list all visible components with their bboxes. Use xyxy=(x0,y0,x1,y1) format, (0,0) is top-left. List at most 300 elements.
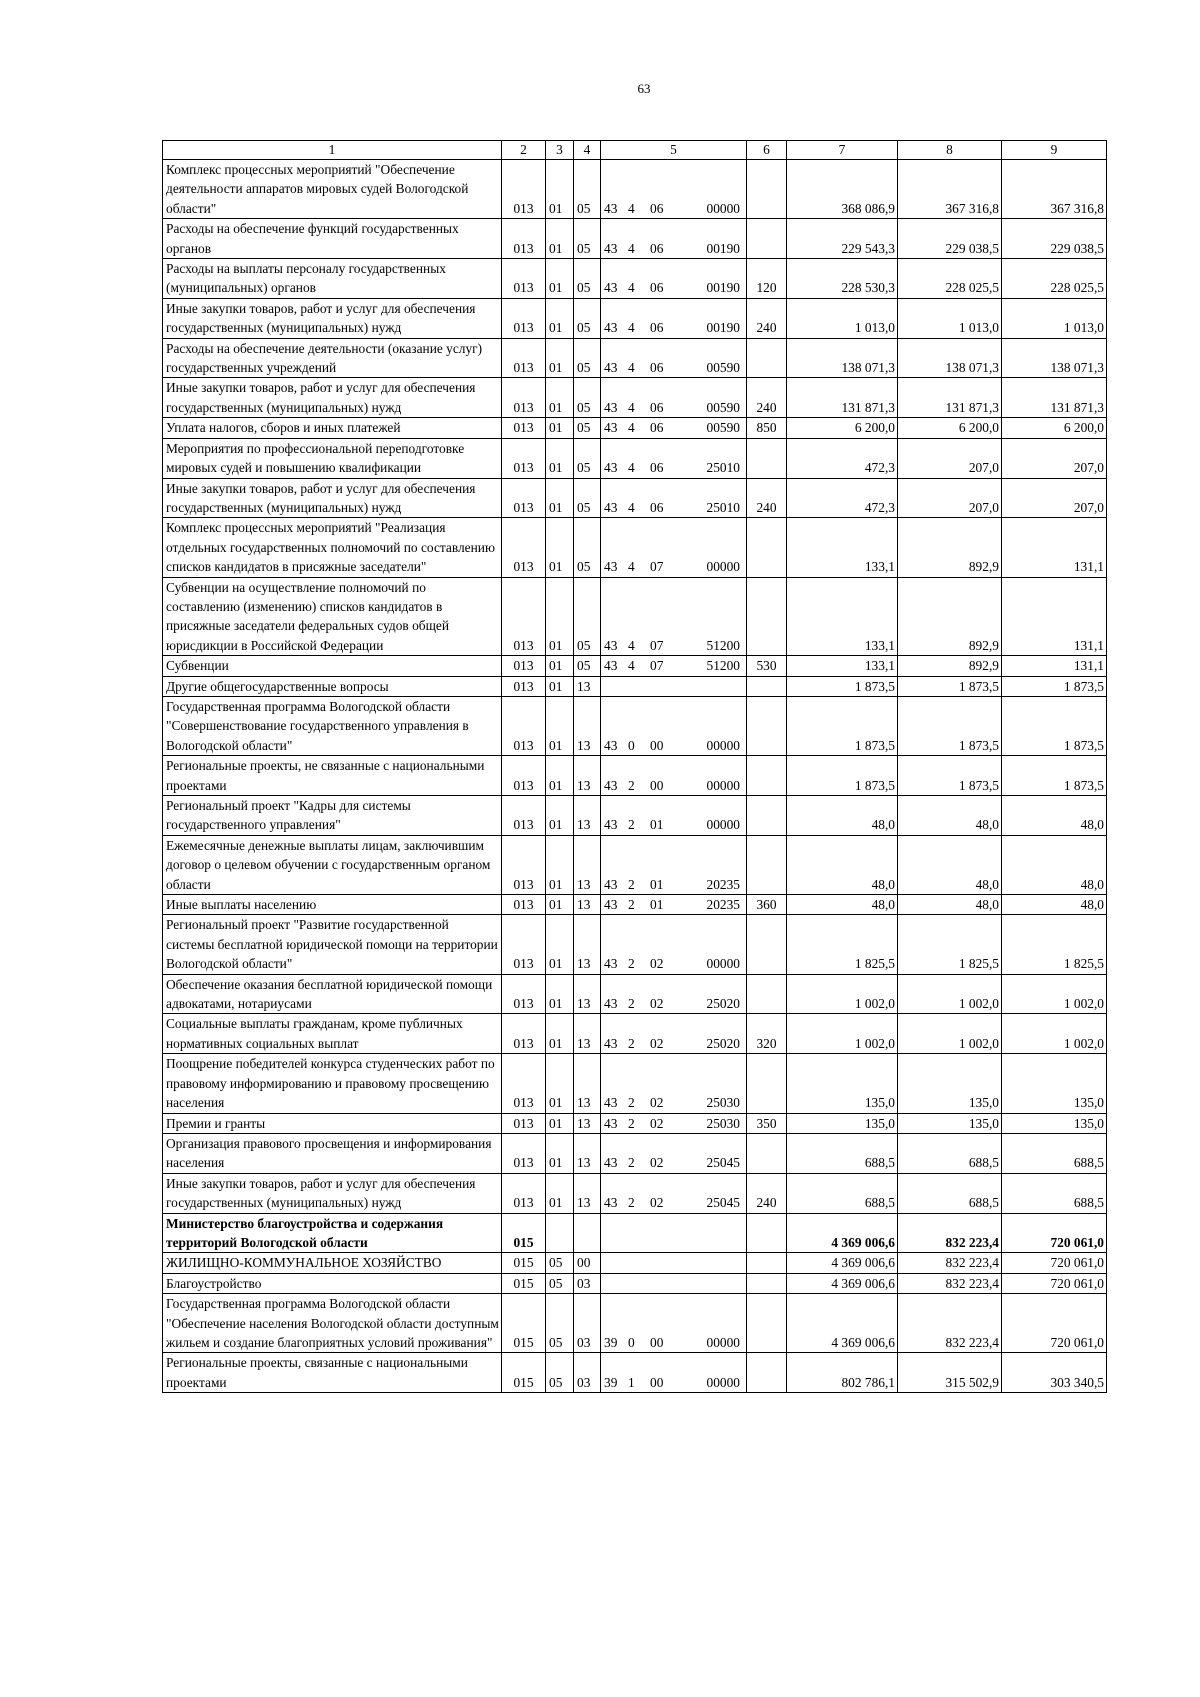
target-article-part: 01 xyxy=(650,817,664,833)
table-row xyxy=(163,974,1107,1014)
amount-col7: 1 873,5 xyxy=(787,676,898,696)
target-article-part: 06 xyxy=(650,200,664,216)
target-article-part: 00 xyxy=(650,1374,664,1390)
target-article-code xyxy=(601,1294,747,1353)
target-article-parts xyxy=(601,278,746,297)
section-code: 01 xyxy=(546,160,574,219)
subsection-code: 05 xyxy=(574,219,601,259)
target-article-part: 43 xyxy=(604,360,618,376)
table-row xyxy=(163,1253,1107,1273)
subsection-code: 05 xyxy=(574,418,601,438)
table-row xyxy=(163,1353,1107,1393)
grbs-code: 013 xyxy=(502,1054,546,1113)
grbs-code: 013 xyxy=(502,160,546,219)
section-code: 05 xyxy=(546,1353,574,1393)
item-name: Поощрение победителей конкурса студенческих работ по правовому информированию и правовому просвещению населения xyxy=(163,1054,502,1113)
target-article-part: 2 xyxy=(628,777,635,793)
section-code: 01 xyxy=(546,1173,574,1213)
subsection-code: 05 xyxy=(574,656,601,676)
target-article-part: 00000 xyxy=(706,1374,740,1390)
grbs-code: 013 xyxy=(502,696,546,755)
target-article-part: 39 xyxy=(604,1374,618,1390)
target-article-code xyxy=(601,756,747,796)
target-article-part: 00190 xyxy=(706,320,740,336)
target-article-code xyxy=(601,676,747,696)
target-article-part: 25020 xyxy=(706,996,740,1012)
target-article-part: 4 xyxy=(628,320,635,336)
expense-type-code: 360 xyxy=(747,895,787,915)
target-article-parts xyxy=(601,458,746,477)
amount-col9: 1 825,5 xyxy=(1002,915,1107,974)
subsection-code: 13 xyxy=(574,1133,601,1173)
item-name: Комплекс процессных мероприятий "Обеспечение деятельности аппаратов мировых судей Вологодской области" xyxy=(163,160,502,219)
target-article-code xyxy=(601,1353,747,1393)
table-row xyxy=(163,438,1107,478)
amount-col9: 131,1 xyxy=(1002,577,1107,656)
expense-type-code xyxy=(747,438,787,478)
amount-col8: 229 038,5 xyxy=(898,219,1002,259)
table-row xyxy=(163,219,1107,259)
section-code: 01 xyxy=(546,478,574,518)
subsection-code: 13 xyxy=(574,974,601,1014)
item-name: Региональный проект "Кадры для системы государственного управления" xyxy=(163,796,502,836)
amount-col9: 688,5 xyxy=(1002,1133,1107,1173)
grbs-code: 013 xyxy=(502,259,546,299)
target-article-part: 25030 xyxy=(706,1115,740,1131)
target-article-part: 00000 xyxy=(706,200,740,216)
target-article-part: 00 xyxy=(650,777,664,793)
target-article-part: 00590 xyxy=(706,420,740,436)
amount-col9: 131,1 xyxy=(1002,656,1107,676)
section-code: 05 xyxy=(546,1253,574,1273)
amount-col8: 892,9 xyxy=(898,656,1002,676)
table-row xyxy=(163,756,1107,796)
expense-type-code xyxy=(747,1213,787,1253)
target-article-part: 2 xyxy=(628,996,635,1012)
item-name: Региональные проекты, не связанные с национальными проектами xyxy=(163,756,502,796)
amount-col7: 1 002,0 xyxy=(787,1014,898,1054)
target-article-part: 4 xyxy=(628,658,635,674)
table-row xyxy=(163,1054,1107,1113)
target-article-code xyxy=(601,696,747,755)
target-article-part: 4 xyxy=(628,559,635,575)
grbs-code: 015 xyxy=(502,1213,546,1253)
target-article-part: 2 xyxy=(628,1035,635,1051)
column-number-8: 8 xyxy=(898,141,1002,160)
expense-type-code xyxy=(747,915,787,974)
subsection-code: 13 xyxy=(574,835,601,894)
table-row xyxy=(163,835,1107,894)
amount-col8: 1 013,0 xyxy=(898,298,1002,338)
target-article-code xyxy=(601,656,747,676)
subsection-code: 05 xyxy=(574,577,601,656)
target-article-code xyxy=(601,835,747,894)
target-article-code xyxy=(601,518,747,577)
amount-col8: 1 873,5 xyxy=(898,676,1002,696)
table-row xyxy=(163,1294,1107,1353)
grbs-code: 015 xyxy=(502,1353,546,1393)
target-article-part: 06 xyxy=(650,240,664,256)
item-name: Региональные проекты, связанные с национальными проектами xyxy=(163,1353,502,1393)
target-article-part: 02 xyxy=(650,1195,664,1211)
amount-col7: 472,3 xyxy=(787,478,898,518)
subsection-code: 13 xyxy=(574,1014,601,1054)
target-article-code xyxy=(601,1253,747,1273)
amount-col9: 135,0 xyxy=(1002,1054,1107,1113)
column-number-3: 3 xyxy=(546,141,574,160)
section-code: 01 xyxy=(546,1133,574,1173)
expense-type-code: 320 xyxy=(747,1014,787,1054)
target-article-part: 00590 xyxy=(706,360,740,376)
column-number-7: 7 xyxy=(787,141,898,160)
amount-col7: 1 825,5 xyxy=(787,915,898,974)
target-article-part: 20235 xyxy=(706,897,740,913)
target-article-part: 06 xyxy=(650,280,664,296)
grbs-code: 013 xyxy=(502,974,546,1014)
subsection-code: 13 xyxy=(574,915,601,974)
item-name: Уплата налогов, сборов и иных платежей xyxy=(163,418,502,438)
target-article-code xyxy=(601,895,747,915)
target-article-parts xyxy=(601,239,746,258)
target-article-part: 02 xyxy=(650,956,664,972)
grbs-code: 015 xyxy=(502,1253,546,1273)
grbs-code: 013 xyxy=(502,1173,546,1213)
target-article-part: 00000 xyxy=(706,1334,740,1350)
amount-col9: 229 038,5 xyxy=(1002,219,1107,259)
amount-col7: 688,5 xyxy=(787,1173,898,1213)
table-row xyxy=(163,676,1107,696)
target-article-code xyxy=(601,577,747,656)
amount-col8: 228 025,5 xyxy=(898,259,1002,299)
target-article-parts xyxy=(601,1093,746,1112)
table-row xyxy=(163,1173,1107,1213)
target-article-part: 25020 xyxy=(706,1035,740,1051)
amount-col9: 720 061,0 xyxy=(1002,1294,1107,1353)
target-article-parts xyxy=(601,1193,746,1212)
target-article-parts xyxy=(601,875,746,894)
subsection-code: 05 xyxy=(574,160,601,219)
subsection-code: 05 xyxy=(574,298,601,338)
target-article-part: 06 xyxy=(650,460,664,476)
section-code: 01 xyxy=(546,518,574,577)
table-row xyxy=(163,895,1107,915)
target-article-code xyxy=(601,796,747,836)
amount-col9: 367 316,8 xyxy=(1002,160,1107,219)
amount-col8: 688,5 xyxy=(898,1173,1002,1213)
amount-col9: 138 071,3 xyxy=(1002,338,1107,378)
amount-col9: 131 871,3 xyxy=(1002,378,1107,418)
target-article-part: 07 xyxy=(650,637,664,653)
amount-col8: 1 002,0 xyxy=(898,1014,1002,1054)
target-article-part: 00000 xyxy=(706,956,740,972)
amount-col8: 832 223,4 xyxy=(898,1294,1002,1353)
table-row xyxy=(163,160,1107,219)
grbs-code: 013 xyxy=(502,915,546,974)
target-article-parts xyxy=(601,776,746,795)
section-code: 01 xyxy=(546,298,574,338)
amount-col7: 472,3 xyxy=(787,438,898,478)
column-number-5: 5 xyxy=(601,141,747,160)
target-article-part: 43 xyxy=(604,637,618,653)
target-article-parts xyxy=(601,418,746,437)
grbs-code: 013 xyxy=(502,895,546,915)
amount-col9: 48,0 xyxy=(1002,835,1107,894)
target-article-code xyxy=(601,1054,747,1113)
table-row xyxy=(163,1133,1107,1173)
amount-col9: 228 025,5 xyxy=(1002,259,1107,299)
target-article-parts xyxy=(601,498,746,517)
section-code: 01 xyxy=(546,895,574,915)
target-article-part: 00190 xyxy=(706,280,740,296)
amount-col8: 207,0 xyxy=(898,478,1002,518)
target-article-part: 00 xyxy=(650,1334,664,1350)
amount-col7: 135,0 xyxy=(787,1054,898,1113)
section-code xyxy=(546,1213,574,1253)
amount-col9: 48,0 xyxy=(1002,895,1107,915)
expense-type-code xyxy=(747,1353,787,1393)
section-code: 05 xyxy=(546,1294,574,1353)
amount-col8: 48,0 xyxy=(898,835,1002,894)
target-article-part: 2 xyxy=(628,956,635,972)
item-name: Государственная программа Вологодской области "Совершенствование государственного управления в Вологодской области" xyxy=(163,696,502,755)
target-article-part: 2 xyxy=(628,1155,635,1171)
budget-table xyxy=(162,140,1107,1393)
amount-col9: 1 873,5 xyxy=(1002,756,1107,796)
target-article-part: 25045 xyxy=(706,1195,740,1211)
item-name: Государственная программа Вологодской области "Обеспечение населения Вологодской области доступным жильем и создание благоприятных условий проживания" xyxy=(163,1294,502,1353)
subsection-code: 13 xyxy=(574,796,601,836)
table-row xyxy=(163,1014,1107,1054)
item-name: Региональный проект "Развитие государственной системы бесплатной юридической помощи на территории Вологодской области" xyxy=(163,915,502,974)
target-article-parts xyxy=(601,557,746,576)
target-article-parts xyxy=(601,895,746,914)
table-header-row xyxy=(163,141,1107,160)
amount-col7: 138 071,3 xyxy=(787,338,898,378)
subsection-code: 05 xyxy=(574,259,601,299)
expense-type-code xyxy=(747,676,787,696)
target-article-part: 43 xyxy=(604,876,618,892)
column-number-6: 6 xyxy=(747,141,787,160)
target-article-part: 00000 xyxy=(706,559,740,575)
subsection-code: 13 xyxy=(574,1054,601,1113)
expense-type-code xyxy=(747,696,787,755)
target-article-part: 06 xyxy=(650,360,664,376)
amount-col7: 131 871,3 xyxy=(787,378,898,418)
expense-type-code: 240 xyxy=(747,298,787,338)
grbs-code: 013 xyxy=(502,378,546,418)
expense-type-code xyxy=(747,835,787,894)
target-article-part: 43 xyxy=(604,1195,618,1211)
amount-col7: 229 543,3 xyxy=(787,219,898,259)
subsection-code: 05 xyxy=(574,338,601,378)
subsection-code: 13 xyxy=(574,756,601,796)
table-row xyxy=(163,696,1107,755)
amount-col8: 892,9 xyxy=(898,518,1002,577)
amount-col8: 832 223,4 xyxy=(898,1253,1002,1273)
section-code: 01 xyxy=(546,835,574,894)
section-code: 01 xyxy=(546,656,574,676)
table-row xyxy=(163,259,1107,299)
target-article-parts xyxy=(601,954,746,973)
item-name: Другие общегосударственные вопросы xyxy=(163,676,502,696)
target-article-part: 06 xyxy=(650,499,664,515)
amount-col7: 4 369 006,6 xyxy=(787,1294,898,1353)
table-row xyxy=(163,577,1107,656)
target-article-code xyxy=(601,219,747,259)
item-name: Ежемесячные денежные выплаты лицам, заключившим договор о целевом обучении с государственным органом области xyxy=(163,835,502,894)
target-article-code xyxy=(601,378,747,418)
expense-type-code: 120 xyxy=(747,259,787,299)
subsection-code xyxy=(574,1213,601,1253)
grbs-code: 013 xyxy=(502,418,546,438)
amount-col7: 48,0 xyxy=(787,895,898,915)
amount-col8: 1 873,5 xyxy=(898,696,1002,755)
target-article-code xyxy=(601,1213,747,1253)
target-article-part: 43 xyxy=(604,956,618,972)
target-article-part: 25030 xyxy=(706,1095,740,1111)
amount-col7: 6 200,0 xyxy=(787,418,898,438)
table-row xyxy=(163,298,1107,338)
grbs-code: 015 xyxy=(502,1294,546,1353)
target-article-code xyxy=(601,1173,747,1213)
target-article-part: 4 xyxy=(628,360,635,376)
item-name: Иные закупки товаров, работ и услуг для обеспечения государственных (муниципальных) нужд xyxy=(163,298,502,338)
target-article-parts xyxy=(601,636,746,655)
target-article-part: 43 xyxy=(604,897,618,913)
amount-col8: 688,5 xyxy=(898,1133,1002,1173)
target-article-parts xyxy=(601,1034,746,1053)
section-code: 01 xyxy=(546,1054,574,1113)
table-row xyxy=(163,478,1107,518)
amount-col9: 720 061,0 xyxy=(1002,1253,1107,1273)
target-article-code xyxy=(601,1273,747,1293)
grbs-code: 013 xyxy=(502,756,546,796)
target-article-part: 02 xyxy=(650,996,664,1012)
target-article-part: 2 xyxy=(628,876,635,892)
target-article-part: 43 xyxy=(604,1095,618,1111)
amount-col8: 1 873,5 xyxy=(898,756,1002,796)
target-article-part: 06 xyxy=(650,420,664,436)
page-number: 63 xyxy=(637,81,651,96)
section-code: 01 xyxy=(546,1014,574,1054)
target-article-part: 43 xyxy=(604,240,618,256)
table-row xyxy=(163,338,1107,378)
column-number-9: 9 xyxy=(1002,141,1107,160)
subsection-code: 05 xyxy=(574,518,601,577)
target-article-part: 43 xyxy=(604,399,618,415)
target-article-part: 4 xyxy=(628,499,635,515)
target-article-part: 4 xyxy=(628,399,635,415)
amount-col8: 315 502,9 xyxy=(898,1353,1002,1393)
expense-type-code: 240 xyxy=(747,378,787,418)
target-article-part: 1 xyxy=(628,1374,635,1390)
amount-col9: 688,5 xyxy=(1002,1173,1107,1213)
target-article-part: 43 xyxy=(604,499,618,515)
target-article-part: 0 xyxy=(628,1334,635,1350)
target-article-parts xyxy=(601,1333,746,1352)
item-name: Благоустройство xyxy=(163,1273,502,1293)
target-article-part: 43 xyxy=(604,996,618,1012)
target-article-part: 02 xyxy=(650,1035,664,1051)
amount-col9: 1 002,0 xyxy=(1002,1014,1107,1054)
item-name: Мероприятия по профессиональной переподготовке мировых судей и повышению квалификации xyxy=(163,438,502,478)
expense-type-code: 530 xyxy=(747,656,787,676)
grbs-code: 013 xyxy=(502,438,546,478)
target-article-parts xyxy=(601,994,746,1013)
amount-col7: 4 369 006,6 xyxy=(787,1253,898,1273)
expense-type-code xyxy=(747,338,787,378)
section-code: 01 xyxy=(546,438,574,478)
table-row xyxy=(163,915,1107,974)
target-article-part: 39 xyxy=(604,1334,618,1350)
amount-col7: 48,0 xyxy=(787,796,898,836)
amount-col7: 802 786,1 xyxy=(787,1353,898,1393)
target-article-code xyxy=(601,418,747,438)
grbs-code: 013 xyxy=(502,478,546,518)
target-article-part: 2 xyxy=(628,1115,635,1131)
item-name: Обеспечение оказания бесплатной юридической помощи адвокатами, нотариусами xyxy=(163,974,502,1014)
subsection-code: 03 xyxy=(574,1273,601,1293)
target-article-part: 43 xyxy=(604,200,618,216)
grbs-code: 015 xyxy=(502,1273,546,1293)
item-name: Иные закупки товаров, работ и услуг для обеспечения государственных (муниципальных) нужд xyxy=(163,478,502,518)
section-code: 05 xyxy=(546,1273,574,1293)
grbs-code: 013 xyxy=(502,298,546,338)
section-code: 01 xyxy=(546,756,574,796)
amount-col8: 892,9 xyxy=(898,577,1002,656)
target-article-part: 01 xyxy=(650,897,664,913)
subsection-code: 00 xyxy=(574,1253,601,1273)
target-article-parts xyxy=(601,318,746,337)
target-article-code xyxy=(601,438,747,478)
amount-col9: 207,0 xyxy=(1002,438,1107,478)
section-code: 01 xyxy=(546,378,574,418)
target-article-parts xyxy=(601,815,746,834)
table-row xyxy=(163,418,1107,438)
target-article-code xyxy=(601,160,747,219)
expense-type-code xyxy=(747,1133,787,1173)
subsection-code: 03 xyxy=(574,1294,601,1353)
target-article-parts xyxy=(601,199,746,218)
item-name: Социальные выплаты гражданам, кроме публичных нормативных социальных выплат xyxy=(163,1014,502,1054)
expense-type-code: 350 xyxy=(747,1113,787,1133)
target-article-part: 4 xyxy=(628,637,635,653)
amount-col7: 133,1 xyxy=(787,577,898,656)
grbs-code: 013 xyxy=(502,577,546,656)
table-row xyxy=(163,518,1107,577)
amount-col8: 367 316,8 xyxy=(898,160,1002,219)
expense-type-code xyxy=(747,756,787,796)
amount-col7: 135,0 xyxy=(787,1113,898,1133)
table-row xyxy=(163,656,1107,676)
table-row xyxy=(163,796,1107,836)
target-article-part: 43 xyxy=(604,559,618,575)
subsection-code: 13 xyxy=(574,696,601,755)
subsection-code: 13 xyxy=(574,1113,601,1133)
target-article-parts xyxy=(601,1373,746,1392)
target-article-code xyxy=(601,974,747,1014)
amount-col7: 48,0 xyxy=(787,835,898,894)
target-article-part: 20235 xyxy=(706,876,740,892)
amount-col9: 720 061,0 xyxy=(1002,1213,1107,1253)
amount-col7: 4 369 006,6 xyxy=(787,1213,898,1253)
target-article-part: 00000 xyxy=(706,817,740,833)
amount-col7: 1 873,5 xyxy=(787,756,898,796)
target-article-part: 43 xyxy=(604,777,618,793)
section-code: 01 xyxy=(546,974,574,1014)
target-article-parts xyxy=(601,656,746,675)
target-article-part: 43 xyxy=(604,280,618,296)
